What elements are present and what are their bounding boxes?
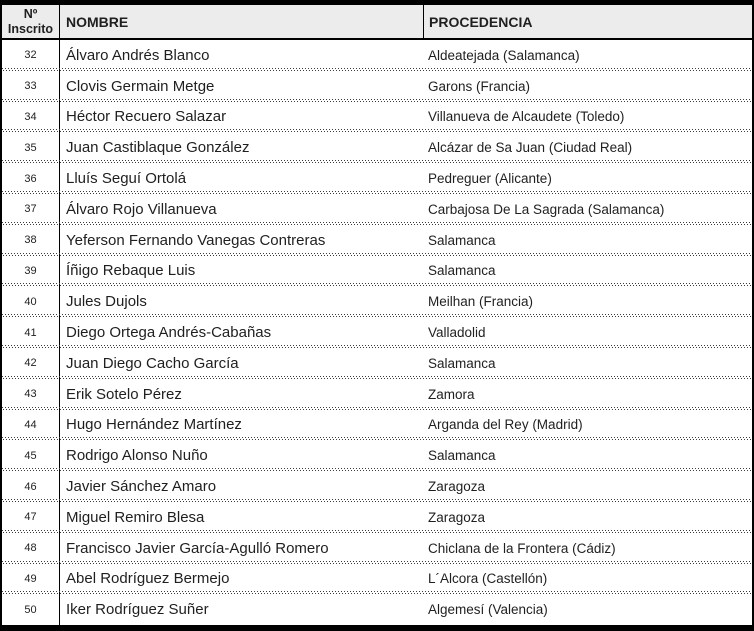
procedencia-cell: Alcázar de Sa Juan (Ciudad Real)	[428, 140, 633, 156]
nombre-cell: Rodrigo Alonso Nuño	[66, 447, 208, 465]
inscrito-number: 44	[2, 410, 60, 441]
inscrito-number: 36	[2, 163, 60, 194]
nombre-cell: Lluís Seguí Ortolá	[66, 170, 187, 188]
nombre-cell: Jules Dujols	[66, 293, 147, 311]
table-body	[2, 40, 752, 625]
inscrito-number: 46	[2, 471, 60, 502]
header-procedencia: PROCEDENCIA	[423, 5, 752, 38]
procedencia-cell: Zaragoza	[428, 509, 486, 525]
inscrito-number: 35	[2, 132, 60, 163]
table-row	[2, 564, 752, 595]
procedencia-cell: Salamanca	[428, 232, 496, 248]
nombre-cell: Álvaro Rojo Villanueva	[66, 200, 217, 218]
nombre-cell: Yeferson Fernando Vanegas Contreras	[66, 231, 326, 249]
nombre-cell: Miguel Remiro Blesa	[66, 508, 205, 526]
table-row	[2, 379, 752, 410]
nombre-cell: Javier Sánchez Amaro	[66, 478, 217, 496]
table-row	[2, 256, 752, 287]
procedencia-cell: Pedreguer (Alicante)	[428, 171, 552, 187]
procedencia-cell: Zamora	[428, 386, 475, 402]
inscrito-number: 40	[2, 286, 60, 317]
table-row	[2, 594, 752, 625]
nombre-cell: Juan Castiblaque González	[66, 139, 250, 157]
procedencia-cell: Chiclana de la Frontera (Cádiz)	[428, 540, 616, 556]
inscrito-number: 43	[2, 379, 60, 410]
procedencia-cell: Meilhan (Francia)	[428, 294, 534, 310]
procedencia-cell: Arganda del Rey (Madrid)	[428, 417, 583, 433]
inscrito-number: 33	[2, 71, 60, 102]
nombre-cell: Juan Diego Cacho García	[66, 354, 239, 372]
procedencia-cell: Aldeatejada (Salamanca)	[428, 47, 580, 63]
nombre-cell: Clovis Germain Metge	[66, 77, 215, 95]
inscrito-number: 47	[2, 502, 60, 533]
procedencia-cell: L´Alcora (Castellón)	[428, 571, 548, 587]
procedencia-cell: Garons (Francia)	[428, 78, 531, 94]
table-row	[2, 440, 752, 471]
inscrito-number: 50	[2, 594, 60, 625]
nombre-cell: Hugo Hernández Martínez	[66, 416, 242, 434]
table-row	[2, 102, 752, 133]
nombre-cell: Erik Sotelo Pérez	[66, 385, 182, 403]
table-row	[2, 348, 752, 379]
nombre-cell: Abel Rodríguez Bermejo	[66, 570, 230, 588]
procedencia-cell: Zaragoza	[428, 479, 486, 495]
nombre-cell: Álvaro Andrés Blanco	[66, 46, 210, 64]
table-row	[2, 410, 752, 441]
inscrito-number: 45	[2, 440, 60, 471]
procedencia-cell: Carbajosa De La Sagrada (Salamanca)	[428, 201, 665, 217]
inscrito-number: 41	[2, 317, 60, 348]
header-inscrito-line2: Inscrito	[7, 21, 54, 36]
table-row	[2, 471, 752, 502]
table-row	[2, 317, 752, 348]
header-inscrito-line1: Nº	[23, 6, 38, 21]
inscrito-number: 49	[2, 564, 60, 595]
inscrito-number: 34	[2, 102, 60, 133]
inscrito-number: 42	[2, 348, 60, 379]
table-header-row	[2, 5, 752, 40]
procedencia-cell: Salamanca	[428, 263, 496, 279]
inscrito-number: 39	[2, 256, 60, 287]
table-row	[2, 194, 752, 225]
table-row	[2, 40, 752, 71]
procedencia-cell: Algemesí (Valencia)	[428, 602, 548, 618]
nombre-cell: Héctor Recuero Salazar	[66, 108, 227, 126]
table-row	[2, 132, 752, 163]
inscrito-number: 37	[2, 194, 60, 225]
nombre-cell: Iker Rodríguez Suñer	[66, 601, 209, 619]
table-row	[2, 163, 752, 194]
procedencia-cell: Salamanca	[428, 448, 496, 464]
nombre-cell: Íñigo Rebaque Luis	[66, 262, 196, 280]
inscrito-number: 38	[2, 225, 60, 256]
procedencia-cell: Villanueva de Alcaudete (Toledo)	[428, 109, 625, 125]
header-inscrito-number	[2, 5, 60, 38]
procedencia-cell: Salamanca	[428, 355, 496, 371]
table-row	[2, 502, 752, 533]
nombre-cell: Francisco Javier García-Agulló Romero	[66, 539, 329, 557]
table-row	[2, 533, 752, 564]
header-nombre: NOMBRE	[66, 13, 129, 30]
nombre-cell: Diego Ortega Andrés-Cabañas	[66, 324, 272, 342]
table-row	[2, 71, 752, 102]
inscrito-number: 32	[2, 40, 60, 71]
table-row	[2, 286, 752, 317]
table-row	[2, 225, 752, 256]
procedencia-cell: Valladolid	[428, 325, 486, 341]
inscrito-number: 48	[2, 533, 60, 564]
